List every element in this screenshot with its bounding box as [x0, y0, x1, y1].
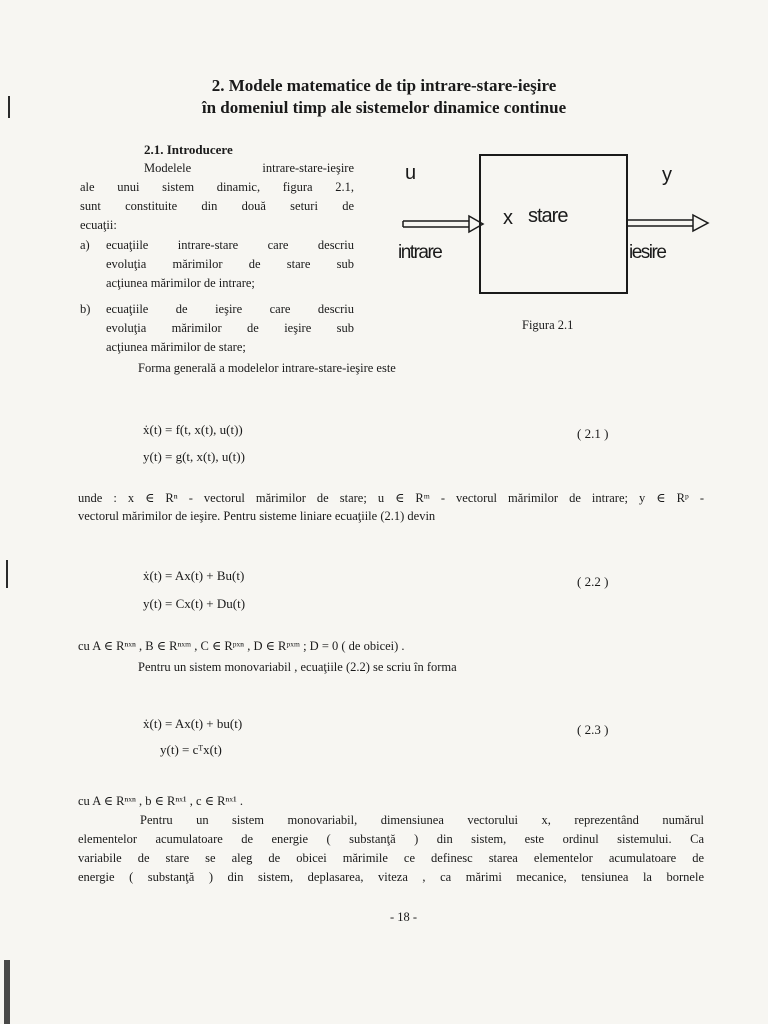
item-b-line-2: evoluţia mărimilor de ieşire sub: [106, 321, 354, 335]
page-title-line-1: 2. Modele matematice de tip intrare-stare-ieşire: [211, 76, 557, 95]
item-a-marker: a): [80, 238, 90, 252]
item-a-line-3: acţiunea mărimilor de intrare;: [106, 276, 255, 290]
equation-2-1-state: ẋ(t) = f(t, x(t), u(t)): [143, 422, 243, 437]
page-title-line-2: în domeniul timp ale sistemelor dinamice continue: [201, 98, 567, 117]
state-symbol-x: x: [503, 207, 512, 229]
item-b-line-3: acţiunea mărimilor de stare;: [106, 340, 246, 354]
intro-line-1: Modelele intrare-stare-ieşire: [144, 161, 354, 175]
scan-mark: [6, 560, 8, 588]
item-b-line-1: ecuaţiile de ieşire care descriu: [106, 302, 354, 316]
state-label: stare: [528, 205, 568, 227]
figure-caption: Figura 2.1: [522, 318, 574, 332]
equation-2-3-state: ẋ(t) = Ax(t) + bu(t): [143, 716, 243, 731]
section-heading: 2.1. Introducere: [144, 142, 233, 157]
final-paragraph-line-3: variabile de stare se aleg de obicei mărimile ce definesc starea elementelor acumulatoare de: [78, 851, 704, 865]
equation-2-2-number: ( 2.2 ): [577, 574, 609, 589]
equation-2-2-state: ẋ(t) = Ax(t) + Bu(t): [143, 568, 245, 583]
final-paragraph-line-4: energie ( substanţă ) din sistem, deplasarea, viteza , ca mărimi mecanice, tensiunea la bornele: [78, 870, 704, 884]
item-a-line-1: ecuaţiile intrare-stare care descriu: [106, 238, 354, 252]
where-line-1: unde : x ∈ Rⁿ - vectorul mărimilor de stare; u ∈ Rᵐ - vectorul mărimilor de intrare; y ∈ Rᵖ -: [78, 491, 704, 505]
output-symbol-y: y: [662, 164, 671, 186]
input-arrow: [403, 216, 483, 232]
intro-line-3: sunt constituite din două seturi de: [80, 199, 354, 213]
equation-2-2-output: y(t) = Cx(t) + Du(t): [143, 596, 246, 611]
output-label: iesire: [629, 242, 666, 263]
input-symbol-u: u: [405, 162, 416, 184]
intro-line-4: ecuaţii:: [80, 218, 117, 232]
general-form-sentence: Forma generală a modelelor intrare-stare-ieşire este: [138, 361, 396, 375]
equation-2-3-number: ( 2.3 ): [577, 722, 609, 737]
scan-edge-shadow: [4, 960, 10, 1024]
equation-2-1-number: ( 2.1 ): [577, 426, 609, 441]
matrix-dimensions-2-2: cu A ∈ Rⁿˣⁿ , B ∈ Rⁿˣᵐ , C ∈ Rᵖˣⁿ , D ∈ Rᵖˣᵐ ; D = 0 ( de obicei) .: [78, 639, 405, 653]
item-b-marker: b): [80, 302, 91, 316]
output-arrow: [627, 215, 708, 231]
page-number: - 18 -: [390, 910, 418, 924]
final-paragraph-line-2: elementelor acumulatoare de energie ( substanţă ) din sistem, este ordinul sistemului. Ca: [78, 832, 704, 846]
matrix-dimensions-2-3: cu A ∈ Rⁿˣⁿ , b ∈ Rⁿˣ¹ , c ∈ Rⁿˣ¹ .: [78, 794, 243, 808]
equation-2-3-output: y(t) = cᵀx(t): [160, 742, 222, 757]
equation-2-1-output: y(t) = g(t, x(t), u(t)): [143, 449, 245, 464]
where-line-2: vectorul mărimilor de ieşire. Pentru sisteme liniare ecuaţiile (2.1) devin: [78, 509, 436, 523]
intro-line-2: ale unui sistem dinamic, figura 2.1,: [80, 180, 354, 194]
monovariable-intro: Pentru un sistem monovariabil , ecuaţiile (2.2) se scriu în forma: [138, 660, 457, 674]
scan-mark: [8, 96, 10, 118]
final-paragraph-line-1: Pentru un sistem monovariabil, dimensiunea vectorului x, reprezentând numărul: [140, 813, 704, 827]
input-label: intrare: [398, 242, 442, 263]
item-a-line-2: evoluţia mărimilor de stare sub: [106, 257, 354, 271]
